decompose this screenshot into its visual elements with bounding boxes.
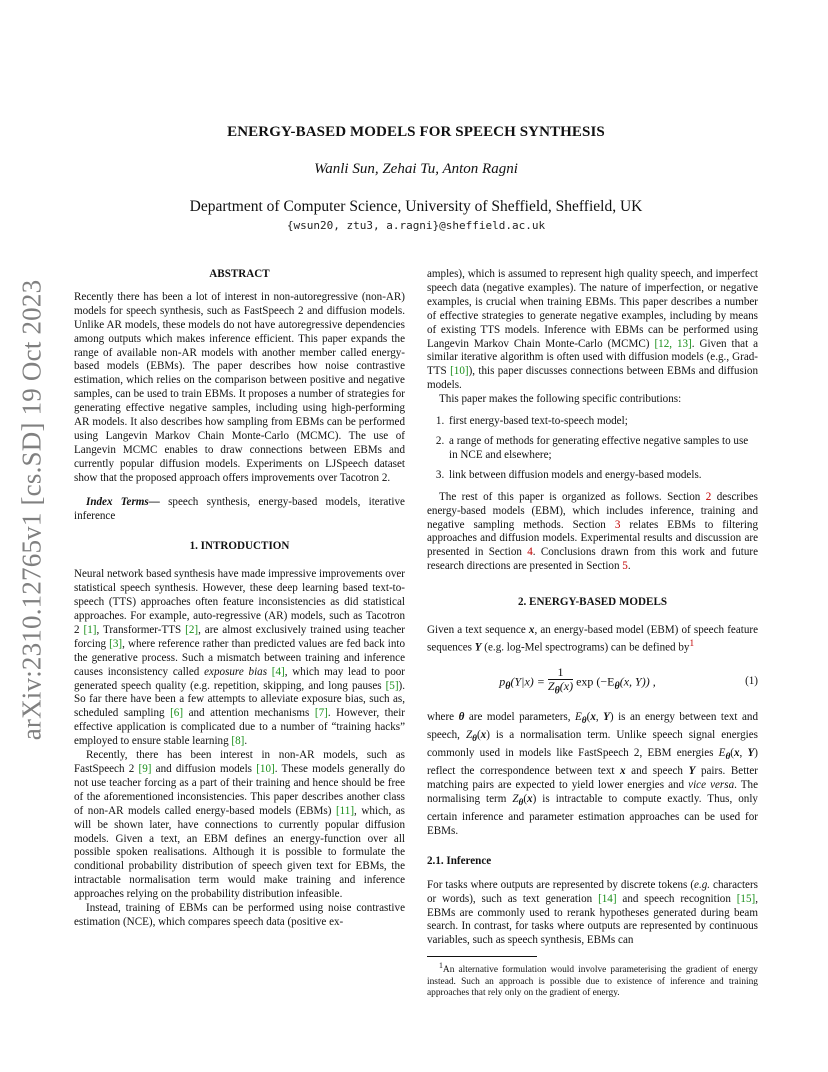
- paper-title: ENERGY-BASED MODELS FOR SPEECH SYNTHESIS: [227, 124, 605, 140]
- ebm-explanation-paragraph: where θ are model parameters, $E_\theta(x$, Y) is an energy between text and speech, $Z_\theta(x)$ is a normalisation term. Unlike speech signal energies commonly used in models like FastSpeech 2, EBM energies $E_\theta(x$, Y) reflect the correspondence between text x and speech Y pairs. Better matching pairs are expected to yield lower energies and vice versa. The normalising term $Z_\theta(x)$ is intractable to compute exactly. Thus, only certain inference and parameter estimation approaches can be used for EBMs.: [427, 710, 759, 837]
- organization-paragraph: The rest of this paper is organized as follows. Section 2 describes energy-based models (EBM), which includes inference, training and negative sampling methods. Section 3 relates EBMs to filtering approaches and diffusion models. Experimental results and discussion are presented in Section 4. Conclusions drawn from this work and future research directions are presented in Section 5.: [427, 490, 758, 573]
- citation-8[interactable]: [8]: [231, 735, 245, 748]
- citation-10[interactable]: [10]: [256, 763, 275, 775]
- list-item: 3. link between diffusion models and energy-based models.: [447, 469, 758, 483]
- index-terms-label: Index Terms—: [86, 495, 160, 508]
- citation-2[interactable]: [2]: [185, 623, 199, 636]
- citation-5[interactable]: [5]: [385, 679, 399, 692]
- intro-heading: 1. INTRODUCTION: [189, 540, 290, 553]
- inference-paragraph: For tasks where outputs are represented by discrete tokens (e.g. characters or words), such as text generation [14] and speech recognition [15], EBMs are commonly used to rerank hypotheses generated during beam search. In contrast, for tasks where outputs are represented by continuous variables, such as speech synthesis, EBMs can: [427, 878, 758, 947]
- citation-6[interactable]: [6]: [170, 707, 184, 720]
- citation-15[interactable]: [15]: [736, 892, 756, 905]
- contributions-intro: This paper makes the following specific contributions:: [439, 393, 682, 406]
- section2-heading: 2. ENERGY-BASED MODELS: [517, 596, 668, 609]
- paper-affiliation: Department of Computer Science, University of Sheffield, Sheffield, UK: [189, 198, 643, 215]
- footnote-rule: [427, 956, 537, 957]
- equation-1: [427, 666, 758, 699]
- abstract-text: Recently there has been a lot of interest in non-autoregressive (non-AR) models for speech synthesis, such as FastSpeech 2 and diffusion models. Unlike AR models, these models do not have autoregressive dependencies among outputs which makes inference efficient. This paper expands the range of available non-AR models with another member called energy-based models (EBMs). The paper describes how noise contrastive estimation, which relies on the comparison between positive and negative samples, can be used to train EBMs. It proposes a number of strategies for generating effective negative samples, including using high-performing AR models. It also describes how sampling from EBMs can be performed using Langevin Markov Chain Monte-Carlo (MCMC). The use of Langevin MCMC enables to draw connections between EBMs and currently popular diffusion models. Experiments on LJSpeech dataset show that the proposed approach offers improvements over Tacotron 2.: [74, 290, 405, 484]
- footnote: $^1$An alternative formulation would involve parameterising the gradient of energy instead. Such an approach is possible due to existence of inference and training approaches that rely only on the gradient of energy.: [427, 961, 758, 998]
- ebm-definition-paragraph: Given a text sequence x, an energy-based model (EBM) of speech feature sequences Y (e.g. log-Mel spectrograms) can be defined $by^1$: [427, 624, 759, 654]
- citation-14[interactable]: [14]: [598, 892, 617, 905]
- intro-paragraph-2: Recently, there has been interest in non-AR models, such as FastSpeech 2 [9] and diffusion models [10]. These models generally do not use teacher forcing as a part of their training and hence should be free of the aforementioned inconsistencies. This paper describes another class of non-AR models called energy-based models (EBMs) [11], which, as will be shown later, have connections to currently popular diffusion models. Given a text, an EBM defines an energy-function over all possible spoken realisations. Although it is possible to formulate the conditional probability distribution of speech given text for EBMs, the intractable normalisation term would make training and inference approaches relying on the probability distribution infeasible.: [74, 749, 405, 901]
- list-item: 2. a range of methods for generating effective negative samples to use in NCE and elsewhere;: [447, 435, 758, 463]
- index-terms-text: speech synthesis, energy-based models, iterative inference: [74, 495, 405, 522]
- index-terms: [74, 496, 405, 524]
- left-column: [74, 268, 405, 930]
- citation-3[interactable]: [3]: [109, 637, 123, 650]
- citation-12-13[interactable]: [12, 13]: [654, 337, 692, 350]
- paper-authors: Wanli Sun, Zehai Tu, Anton Ragni: [314, 161, 518, 177]
- arxiv-sidebar: [14, 279, 50, 741]
- abstract-heading: ABSTRACT: [209, 268, 270, 280]
- arxiv-id-text: arXiv:2310.12765v1 [cs.SD] 19 Oct 2023: [16, 279, 47, 741]
- subsection-inference-heading: 2.1. Inference: [427, 854, 492, 867]
- section-ref-2[interactable]: 2: [705, 490, 712, 503]
- footnote-ref[interactable]: 1: [689, 638, 695, 649]
- citation-10b[interactable]: [10]: [450, 365, 469, 378]
- section-ref-3[interactable]: 3: [614, 518, 621, 531]
- citation-11[interactable]: [11]: [335, 804, 355, 817]
- contributions-list: [447, 415, 758, 483]
- citation-7[interactable]: [7]: [314, 707, 328, 720]
- intro-paragraph-1: Neural network based synthesis have made impressive improvements over statistical speech synthesis. However, these deep learning based text-to-speech (TTS) approaches often feature inconsistencies as did statistical approaches. For example, auto-regressive (AR) models, such as Tacotron 2 [1], Transformer-TTS [2], are almost exclusively trained using teacher forcing [3], where reference rather than predicted values are fed back into the generative process. Such a mismatch between training and inference causes inconsistency called exposure bias [4], which may lead to poor generated speech quality (e.g. repetition, skipping, and long pauses [5]). So far there have been a few attempts to alleviate exposure bias, such as, scheduled sampling [6] and attention mechanisms [7]. However, their effective application is complicated due to a number of “training hacks” employed to ensure stable learning [8].: [74, 568, 406, 748]
- right-column: [427, 268, 758, 999]
- list-item: 1. first energy-based text-to-speech model;: [447, 415, 758, 429]
- equation-body: $p_\theta(Y|x)$ = $\frac{1}{Z_\theta(x)}$ $\exp (-E_\theta(x$, Y)) ,: [499, 664, 656, 697]
- citation-4[interactable]: [4]: [271, 665, 285, 678]
- intro-paragraph-3: Instead, training of EBMs can be performed using noise contrastive estimation (NCE), which compares speech data (positive ex-: [74, 902, 405, 928]
- citation-1[interactable]: [1]: [83, 623, 97, 636]
- right-paragraph-1: amples), which is assumed to represent high quality speech, and imperfect speech data (negative examples). The nature of imperfection, or negative examples, is crucial when training EBMs. This paper describes a number of effective strategies to generate negative examples, including by means of existing TTS models. Inference with EBMs can be performed using Langevin Markov Chain Monte-Carlo (MCMC) [12, 13]. Given that a similar iterative algorithm is often used with diffusion models (e.g., Grad-TTS [10]), this paper discusses connections between EBMs and diffusion models.: [427, 268, 759, 392]
- section-ref-4[interactable]: 4: [527, 546, 533, 559]
- section-ref-5[interactable]: 5: [622, 560, 628, 573]
- paper-email: {wsun20, ztu3, a.ragni}@sheffield.ac.uk: [286, 219, 546, 232]
- citation-9[interactable]: [9]: [138, 763, 152, 775]
- equation-number: (1): [745, 675, 758, 688]
